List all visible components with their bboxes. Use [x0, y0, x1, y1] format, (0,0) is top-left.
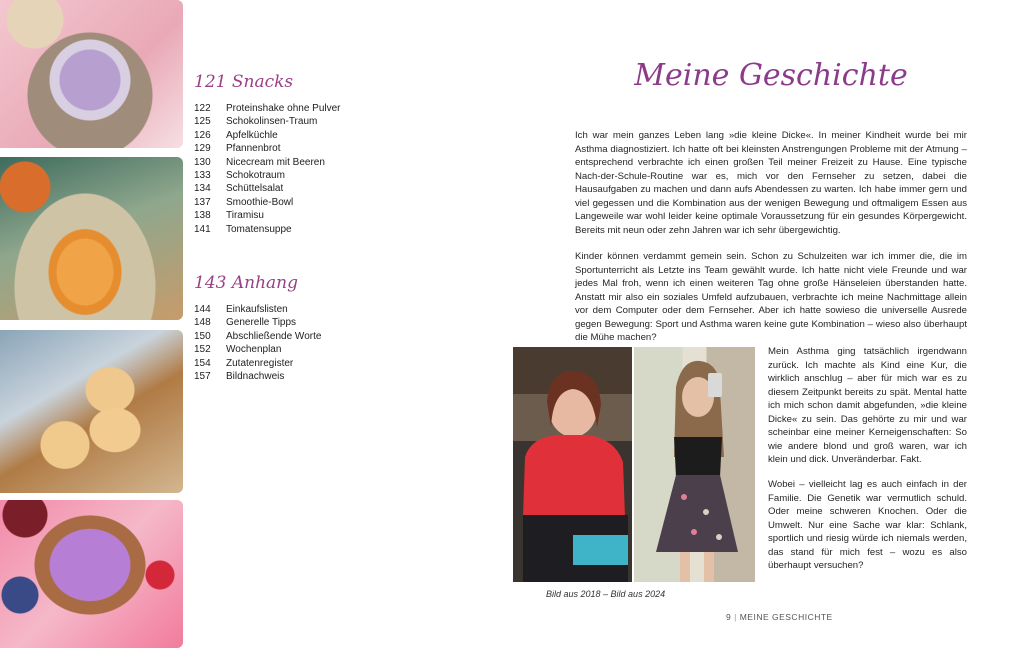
toc-entry: [194, 223, 341, 236]
photo-2024: [634, 347, 755, 582]
toc-entry-title: Abschließende Worte: [226, 330, 322, 342]
toc-entry: [194, 357, 321, 370]
toc-page-number: 141: [194, 223, 211, 235]
photo-smoothie-bowl: [0, 500, 183, 648]
toc-section-anhang: [194, 273, 321, 383]
toc-entry: [194, 102, 341, 115]
toc-page-number: 133: [194, 170, 211, 182]
toc-page-number: 144: [194, 304, 211, 315]
photo-proteinshake: [0, 0, 183, 148]
footer-separator: |: [734, 612, 737, 622]
toc-entry-title: Einkaufslisten: [226, 304, 288, 315]
toc-entry-title: Proteinshake ohne Pulver: [226, 103, 341, 114]
story-paragraph: Kinder können verdammt gemein sein. Schon zu Schulzeiten war ich immer die, die im Sportunterricht als Letzte ins Team gewählt wurde. Ich hatte nicht viele Freunde und war jedes Mal froh, wenn ich einen weiteren Tag ohne große Hänseleien überstanden hatte. Anstatt mir also ein soziales Umfeld aufzubauen, verbrachte ich meine Nachmittage allein vor dem Computer oder dem Fernseher. Aber ich hatte sowieso die universelle Ausrede gegen Bewegung: Sport und Asthma waren keine gute Kombination – wieso also überhaupt die Mühe machen?: [575, 251, 967, 343]
page-title: Meine Geschichte: [634, 58, 908, 93]
page-number: 9: [726, 612, 732, 622]
toc-list: [194, 303, 321, 383]
toc-page-number: 125: [194, 116, 211, 128]
toc-entry: [194, 182, 341, 195]
toc-entry: [194, 142, 341, 155]
toc-entry-title: Schokotraum: [226, 170, 285, 182]
toc-entry: [194, 209, 341, 222]
toc-page-number: 126: [194, 129, 211, 141]
toc-list: [194, 102, 341, 236]
toc-entry: [194, 316, 321, 329]
toc-entry-title: Pfannenbrot: [226, 143, 281, 155]
toc-entry: [194, 330, 321, 343]
toc-page-number: 150: [194, 330, 211, 342]
story-paragraph: Ich war mein ganzes Leben lang »die kleine Dicke«. In meiner Kindheit wurde bei mir Asthma diagnostiziert. Ich hatte oft bei kleinsten Anstrengungen Probleme mit der Atmung – entsprechend verbrachte ich einen großen Teil meiner Freizeit zu Hause. Eine typische Nach-der-Schule-Routine war es, mich vor den Fernseher zu setzen, dabei die Hausaufgaben zu machen und dann aufs Abendessen zu warten. Ich habe immer gern und viel gegessen und die Kombination aus der wenigen Bewegung und oftmaligem Essen aus Langeweile war wohl leider keine optimale Voraussetzung für ein gesundes Körpergewicht. Bereits mit neun oder zehn Jahren war ich sehr übergewichtig.: [575, 130, 967, 236]
toc-entry: [194, 343, 321, 356]
story-paragraph: Mein Asthma ging tatsächlich irgendwann zurück. Ich machte als Kind eine Kur, die wirklich anschlug – aber für mich war es zu diesem Zeitpunkt bereits zu spät. Mental hatte ich mich schon damit abgefunden, »die kleine Dicke« zu sein. Das gehörte zu mir und war scheinbar eine meiner Kerneigenschaften: So wie andere blond und groß waren, war ich klein und dick. Unveränderbar. Fakt.: [768, 346, 967, 465]
toc-page-number: 157: [194, 371, 211, 383]
toc-section-snacks: [194, 72, 341, 236]
photo-caption: Bild aus 2018 – Bild aus 2024: [546, 589, 666, 599]
toc-page-number: 137: [194, 196, 211, 208]
toc-entry-title: Schokolinsen-Traum: [226, 116, 318, 128]
toc-heading: 121 Snacks: [194, 72, 294, 92]
toc-entry-title: Generelle Tipps: [226, 317, 297, 329]
toc-entry-title: Wochenplan: [226, 344, 282, 356]
toc-entry: [194, 303, 321, 316]
toc-heading: 143 Anhang: [194, 273, 298, 293]
toc-entry-title: Apfelküchle: [226, 129, 278, 141]
story-paragraph: Wobei – vielleicht lag es auch einfach in der Familie. Die Genetik war vermutlich schuld. Oder meine schweren Knochen. Oder die Umwelt. Nur eine Sache war klar: Schlank, sportlich und riesig würde ich niemals werden, das stand für mich fest – wozu es also überhaupt versuchen?: [768, 479, 967, 571]
toc-page-number: 130: [194, 156, 211, 168]
page-footer: [726, 612, 833, 622]
toc-page-number: 122: [194, 103, 211, 114]
photo-pfannenbrot: [0, 330, 183, 493]
toc-entry-title: Bildnachweis: [226, 371, 285, 383]
toc-entry-title: Tomatensuppe: [226, 223, 292, 235]
toc-page-number: 148: [194, 317, 211, 329]
photo-2018: [513, 347, 632, 582]
toc-page-number: 154: [194, 357, 211, 369]
before-after-photos: [513, 347, 755, 582]
toc-page-number: 138: [194, 210, 211, 222]
toc-entry: [194, 370, 321, 383]
toc-entry: [194, 169, 341, 182]
toc-page-number: 129: [194, 143, 211, 155]
toc-page-number: 134: [194, 183, 211, 195]
toc-entry-title: Schüttelsalat: [226, 183, 284, 195]
toc-entry-title: Zutatenregister: [226, 357, 294, 369]
toc-entry: [194, 115, 341, 128]
toc-entry: [194, 129, 341, 142]
running-head: MEINE GESCHICHTE: [739, 612, 833, 622]
toc-page-number: 152: [194, 344, 211, 356]
photo-apfelkuechle: [0, 157, 183, 320]
toc-entry-title: Smoothie-Bowl: [226, 196, 294, 208]
toc-entry: [194, 196, 341, 209]
food-photo-strip: [0, 0, 183, 648]
toc-entry: [194, 156, 341, 169]
toc-entry-title: Tiramisu: [226, 210, 264, 222]
toc-entry-title: Nicecream mit Beeren: [226, 156, 325, 168]
